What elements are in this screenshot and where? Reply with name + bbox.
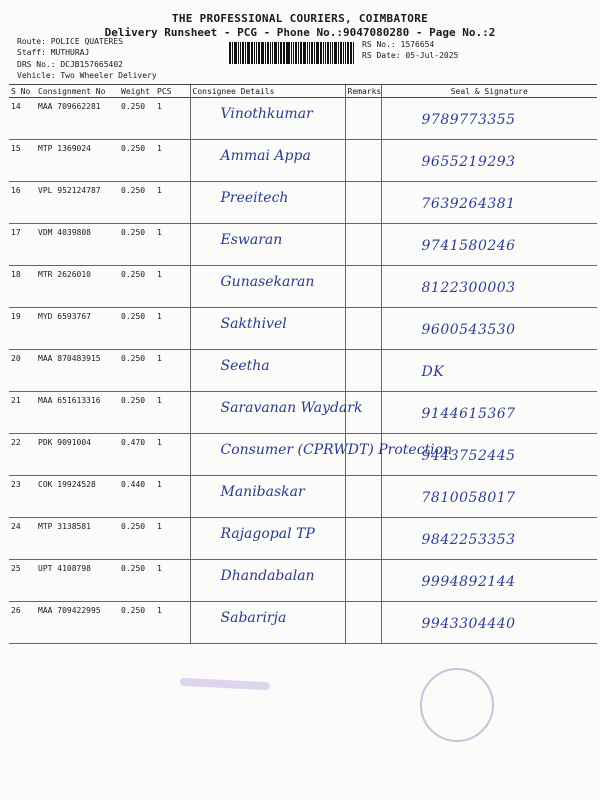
barcode-bar xyxy=(283,42,285,64)
barcode-bar xyxy=(300,42,302,64)
consignee-handwritten-name: Ammai Appa xyxy=(220,148,311,164)
consignee-handwritten-name: Manibaskar xyxy=(220,484,305,500)
consignee-handwritten-name: Saravanan Waydark xyxy=(220,400,363,416)
rs-date-value: 05-Jul-2025 xyxy=(405,51,459,60)
cell-sno: 24 xyxy=(9,518,36,560)
cell-sno: 20 xyxy=(9,350,36,392)
barcode-bar xyxy=(295,42,297,64)
col-signature-header: Seal & Signature xyxy=(381,85,597,98)
handwritten-phone: 9443752445 xyxy=(421,448,516,464)
barcode-bar xyxy=(332,42,333,64)
cell-signature xyxy=(381,182,597,224)
consignee-handwritten-name: Seetha xyxy=(220,358,270,374)
cell-consignment-no: MAA 651613316 xyxy=(36,392,119,434)
handwritten-phone: 9943304440 xyxy=(421,616,516,632)
barcode-bar xyxy=(287,42,290,64)
cell-consignment-no: MAA 709662281 xyxy=(36,98,119,140)
cell-signature xyxy=(381,308,597,350)
barcode-bar xyxy=(350,42,352,64)
consignee-handwritten-name: Consumer (CPRWDT) Protection xyxy=(220,442,453,458)
runsheet-title: THE PROFESSIONAL COURIERS, COIMBATORE xyxy=(171,12,429,25)
cell-signature xyxy=(381,560,597,602)
rs-date-label: RS Date: xyxy=(362,51,401,60)
cell-consignment-no: MAA 870483915 xyxy=(36,350,119,392)
cell-sno: 15 xyxy=(9,140,36,182)
cell-weight: 0.250 xyxy=(119,98,155,140)
consignee-handwritten-name: Sabarirja xyxy=(220,610,287,626)
barcode-bar xyxy=(242,42,244,64)
consignee-handwritten-name: Dhandabalan xyxy=(220,568,315,584)
cell-weight: 0.250 xyxy=(119,308,155,350)
cell-consignment-no: PDK 9091004 xyxy=(36,434,119,476)
cell-consignee xyxy=(190,518,345,560)
runsheet-table xyxy=(9,84,597,644)
cell-pcs: 1 xyxy=(155,602,190,644)
col-sno-header: S No xyxy=(9,85,36,98)
seal-stamp xyxy=(420,668,494,742)
cell-consignment-no: MYD 6593767 xyxy=(36,308,119,350)
rs-date-line xyxy=(362,51,458,61)
cell-signature xyxy=(381,392,597,434)
barcode-bar xyxy=(307,42,308,64)
cell-signature xyxy=(381,140,597,182)
cell-consignee xyxy=(190,98,345,140)
cell-consignment-no: VPL 952124787 xyxy=(36,182,119,224)
cell-sno: 19 xyxy=(9,308,36,350)
rs-no-line xyxy=(362,40,434,50)
drs-label: DRS No.: xyxy=(17,60,56,69)
barcode-bar xyxy=(327,42,329,64)
cell-consignee xyxy=(190,602,345,644)
barcode-bar xyxy=(345,42,346,64)
cell-consignee xyxy=(190,434,453,476)
cell-weight: 0.250 xyxy=(119,266,155,308)
barcode-bar xyxy=(334,42,337,64)
drs-line xyxy=(17,60,123,70)
cell-weight: 0.250 xyxy=(119,350,155,392)
cell-remarks xyxy=(345,308,381,350)
barcode-bar xyxy=(251,42,253,64)
cell-consignee xyxy=(190,140,345,182)
table-row xyxy=(9,266,597,308)
cell-signature xyxy=(381,350,597,392)
cell-consignment-no: VDM 4039808 xyxy=(36,224,119,266)
cell-consignee xyxy=(190,266,345,308)
cell-sno: 18 xyxy=(9,266,36,308)
col-consignee-header: Consignee Details xyxy=(190,85,345,98)
cell-remarks xyxy=(345,266,381,308)
barcode-bar xyxy=(229,42,231,64)
cell-consignment-no: MTR 2626010 xyxy=(36,266,119,308)
cell-pcs: 1 xyxy=(155,350,190,392)
table-row xyxy=(9,140,597,182)
cell-consignee xyxy=(190,308,345,350)
cell-weight: 0.250 xyxy=(119,140,155,182)
barcode-bar xyxy=(270,42,271,64)
cell-remarks xyxy=(345,560,381,602)
cell-signature xyxy=(381,224,597,266)
cell-sno: 22 xyxy=(9,434,36,476)
barcode-bar xyxy=(240,42,241,64)
barcode-bar xyxy=(340,42,342,64)
vehicle-label: Vehicle: xyxy=(17,71,56,80)
barcode-bar xyxy=(314,42,315,64)
barcode-bar xyxy=(234,42,237,64)
handwritten-phone: 9144615367 xyxy=(421,406,516,422)
cell-consignment-no: MTP 1369024 xyxy=(36,140,119,182)
table-row xyxy=(9,602,597,644)
cell-consignment-no: MTP 3138581 xyxy=(36,518,119,560)
barcode-bar xyxy=(298,42,299,64)
consignee-handwritten-name: Rajagopal TP xyxy=(220,526,315,542)
runsheet-subtitle: Delivery Runsheet - PCG - Phone No.:9047080280 - Page No.:2 xyxy=(104,26,496,39)
handwritten-phone: 9655219293 xyxy=(421,154,516,170)
cell-sno: 16 xyxy=(9,182,36,224)
col-weight-header: Weight xyxy=(119,85,155,98)
barcode-bar xyxy=(274,42,277,64)
cell-remarks xyxy=(345,476,381,518)
cell-pcs: 1 xyxy=(155,518,190,560)
barcode-bar xyxy=(293,42,294,64)
handwritten-phone: 8122300003 xyxy=(421,280,516,296)
handwritten-phone: 9842253353 xyxy=(421,532,516,548)
consignee-handwritten-name: Gunasekaran xyxy=(220,274,315,290)
cell-remarks xyxy=(345,224,381,266)
cell-signature xyxy=(381,518,597,560)
cell-remarks xyxy=(345,140,381,182)
col-pcs-header: PCS xyxy=(155,85,190,98)
cell-weight: 0.250 xyxy=(119,182,155,224)
barcode-bar xyxy=(267,42,269,64)
barcode-bar xyxy=(347,42,349,64)
vehicle-value: Two Wheeler Delivery xyxy=(60,71,157,80)
route-label: Route: xyxy=(17,37,46,46)
cell-signature xyxy=(381,476,597,518)
cell-consignment-no: COK 19924528 xyxy=(36,476,119,518)
table-row xyxy=(9,560,597,602)
cell-pcs: 1 xyxy=(155,182,190,224)
cell-pcs: 1 xyxy=(155,224,190,266)
barcode-bar xyxy=(325,42,326,64)
barcode-bar xyxy=(311,42,313,64)
barcode-bar xyxy=(343,42,344,64)
cell-signature xyxy=(381,602,597,644)
cell-pcs: 1 xyxy=(155,140,190,182)
cell-consignee xyxy=(190,224,345,266)
staff-label: Staff: xyxy=(17,48,46,57)
consignee-handwritten-name: Vinothkumar xyxy=(220,106,313,122)
cell-weight: 0.440 xyxy=(119,476,155,518)
handwritten-phone: 7810058017 xyxy=(421,490,516,506)
cell-pcs: 1 xyxy=(155,476,190,518)
cell-sno: 21 xyxy=(9,392,36,434)
handwritten-phone: 7639264381 xyxy=(421,196,516,212)
barcode-bar xyxy=(330,42,331,64)
consignee-handwritten-name: Eswaran xyxy=(220,232,283,248)
cell-pcs: 1 xyxy=(155,434,190,476)
barcode-bar xyxy=(245,42,246,64)
barcode-bar xyxy=(316,42,319,64)
consignee-handwritten-name: Preeitech xyxy=(220,190,289,206)
handwritten-phone: 9789773355 xyxy=(421,112,516,128)
drs-value: DCJB157665402 xyxy=(60,60,123,69)
barcode-bar xyxy=(309,42,310,64)
barcode-bar xyxy=(247,42,250,64)
table-row xyxy=(9,476,597,518)
col-consignment-header: Consignment No xyxy=(36,85,119,98)
table-row xyxy=(9,392,597,434)
barcode-bar xyxy=(261,42,264,64)
cell-weight: 0.250 xyxy=(119,602,155,644)
cell-remarks xyxy=(345,602,381,644)
barcode-bar xyxy=(265,42,266,64)
cell-consignee xyxy=(190,392,363,434)
cell-weight: 0.250 xyxy=(119,392,155,434)
cell-pcs: 1 xyxy=(155,308,190,350)
cell-consignee xyxy=(190,350,345,392)
table-row xyxy=(9,224,597,266)
cell-weight: 0.470 xyxy=(119,434,155,476)
barcode-bar xyxy=(323,42,324,64)
cell-consignee xyxy=(190,476,345,518)
handwritten-phone: DK xyxy=(421,364,445,380)
cell-pcs: 1 xyxy=(155,266,190,308)
cell-remarks xyxy=(345,350,381,392)
barcode xyxy=(229,42,355,64)
cell-consignment-no: UPT 4108798 xyxy=(36,560,119,602)
cell-pcs: 1 xyxy=(155,98,190,140)
cell-weight: 0.250 xyxy=(119,560,155,602)
cell-sno: 25 xyxy=(9,560,36,602)
barcode-bar xyxy=(338,42,339,64)
cell-remarks xyxy=(345,518,381,560)
barcode-bar xyxy=(291,42,292,64)
table-row xyxy=(9,350,597,392)
barcode-bar xyxy=(258,42,260,64)
barcode-bar xyxy=(320,42,322,64)
barcode-bar xyxy=(280,42,282,64)
cell-consignee xyxy=(190,560,345,602)
table-row xyxy=(9,434,597,476)
barcode-bar xyxy=(353,42,354,64)
cell-signature xyxy=(381,98,597,140)
cell-pcs: 1 xyxy=(155,560,190,602)
handwritten-phone: 9741580246 xyxy=(421,238,516,254)
handwritten-phone: 9994892144 xyxy=(421,574,516,590)
cell-consignment-no: MAA 709422995 xyxy=(36,602,119,644)
barcode-bar xyxy=(303,42,306,64)
cell-sno: 26 xyxy=(9,602,36,644)
barcode-bar xyxy=(232,42,233,64)
route-line xyxy=(17,37,123,47)
table-row xyxy=(9,518,597,560)
col-remarks-header: Remarks xyxy=(345,85,381,98)
vehicle-line xyxy=(17,71,157,81)
cell-signature xyxy=(381,266,597,308)
cell-sno: 14 xyxy=(9,98,36,140)
cell-remarks xyxy=(345,98,381,140)
consignee-handwritten-name: Sakthivel xyxy=(220,316,287,332)
cell-pcs: 1 xyxy=(155,392,190,434)
barcode-bar xyxy=(278,42,279,64)
staff-value: MUTHURAJ xyxy=(50,48,90,57)
barcode-bar xyxy=(272,42,273,64)
cell-weight: 0.250 xyxy=(119,518,155,560)
table-row xyxy=(9,308,597,350)
route-value: POLICE QUATERES xyxy=(50,37,123,46)
cell-remarks xyxy=(345,182,381,224)
cell-consignee xyxy=(190,182,345,224)
ink-smudge xyxy=(180,678,270,691)
barcode-bar xyxy=(286,42,287,64)
cell-weight: 0.250 xyxy=(119,224,155,266)
barcode-bar xyxy=(256,42,257,64)
handwritten-phone: 9600543530 xyxy=(421,322,516,338)
rs-no-label: RS No.: xyxy=(362,40,396,49)
table-header-row xyxy=(9,85,597,98)
cell-signature xyxy=(381,434,597,476)
staff-line xyxy=(17,48,89,58)
cell-sno: 17 xyxy=(9,224,36,266)
rs-no-value: 1576654 xyxy=(400,40,435,49)
barcode-bar xyxy=(238,42,239,64)
barcode-bar xyxy=(254,42,255,64)
table-row xyxy=(9,98,597,140)
cell-sno: 23 xyxy=(9,476,36,518)
table-row xyxy=(9,182,597,224)
